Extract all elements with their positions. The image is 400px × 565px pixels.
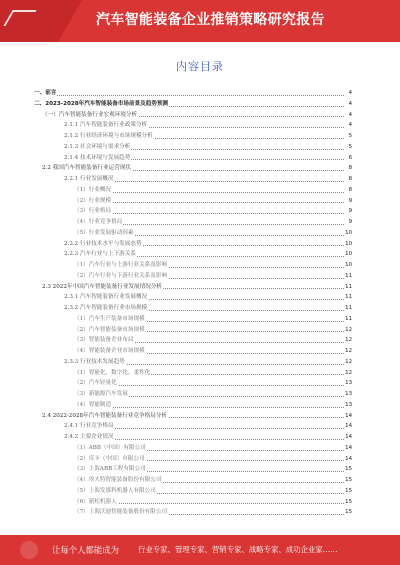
toc-entry[interactable] <box>34 88 352 99</box>
toc-entry-page: 9 <box>345 206 352 217</box>
toc-entry-title: 2.3.1 汽车智能装备行业发展概况 <box>64 292 148 303</box>
toc-entry-page: 14 <box>345 432 352 443</box>
toc-entry-title: （6）新松机器人 <box>74 497 118 508</box>
toc-entry-title: 2.2 我国汽车智能装备行业运营现状 <box>42 163 132 174</box>
toc-entry-page: 8 <box>345 185 352 196</box>
toc-entry-page: 11 <box>345 292 352 303</box>
toc-entry-title: （3）上海ABB工程有限公司 <box>74 464 147 475</box>
toc-entry[interactable] <box>34 260 352 271</box>
toc-entry[interactable] <box>34 454 352 465</box>
toc-entry-title: （5）上海发那科机器人有限公司 <box>74 486 157 497</box>
toc-leader-dots <box>84 385 344 386</box>
toc-entry-title: （5）行业发展驱动因素 <box>74 228 135 239</box>
toc-entry[interactable] <box>34 174 352 185</box>
toc-entry[interactable] <box>34 335 352 346</box>
toc-entry[interactable] <box>34 325 352 336</box>
toc-entry-page: 9 <box>345 217 352 228</box>
toc-entry-title: （1）行业概况 <box>74 185 112 196</box>
toc-entry-page: 11 <box>345 303 352 314</box>
footer-slogan-right: 行业专家、管理专家、营销专家、战略专家、成功企业家…… <box>138 545 338 554</box>
toc-leader-dots <box>84 407 344 408</box>
toc-entry-page: 13 <box>345 378 352 389</box>
toc-entry-page: 13 <box>345 400 352 411</box>
toc-entry-title: 二、2023-2028年汽车智能装备市场前景及趋势预测 <box>34 99 169 110</box>
toc-entry[interactable] <box>34 314 352 325</box>
report-title: 汽车智能装备企业推销策略研究报告 <box>96 12 325 28</box>
toc-entry[interactable] <box>34 303 352 314</box>
toc-entry-title: （3）新能源汽车发展 <box>74 389 129 400</box>
toc-entry-page: 14 <box>345 421 352 432</box>
toc-entry-title: 2.1.1 汽车智能装备行业政策分析 <box>64 120 148 131</box>
toc-entry-page: 8 <box>345 163 352 174</box>
toc-entry-page: 9 <box>345 196 352 207</box>
toc-leader-dots <box>44 95 344 96</box>
toc-leader-dots <box>84 192 344 193</box>
toc-entry[interactable] <box>34 153 352 164</box>
toc-entry-page: 5 <box>345 142 352 153</box>
toc-entry-title: （3）智能装备企业布局 <box>74 335 135 346</box>
toc-entry-title: 2.1.3 社会环境与需求分析 <box>64 142 131 153</box>
toc-entry-page: 10 <box>345 249 352 260</box>
toc-entry[interactable] <box>34 378 352 389</box>
toc-entry-page: 12 <box>345 346 352 357</box>
toc-entry[interactable] <box>34 464 352 475</box>
toc-leader-dots <box>84 202 344 203</box>
toc-entry-page: 4 <box>345 88 352 99</box>
page-header <box>0 0 400 42</box>
toc-entry-page: 5 <box>345 131 352 142</box>
toc-entry[interactable] <box>34 475 352 486</box>
toc-entry-title: （1）汽车行业与上游行业关系及影响 <box>74 260 168 271</box>
toc-entry-title: （3）行业格局 <box>74 206 112 217</box>
toc-entry[interactable] <box>34 131 352 142</box>
toc-entry-title: （1）智能化、数字化、柔性化 <box>74 368 151 379</box>
toc-entry[interactable] <box>34 196 352 207</box>
toc-entry[interactable] <box>34 389 352 400</box>
toc-entry-title: 2.2.2 行业技术水平与发展态势 <box>64 239 143 250</box>
toc-entry[interactable] <box>34 292 352 303</box>
toc-entry-title: （2）汽车智能装备市场规模 <box>74 325 146 336</box>
toc-entry-title: 2.4.2 主要企业情况 <box>64 432 115 443</box>
toc-entry-title: 2.1.2 行业经济环境与市场规模分析 <box>64 131 154 142</box>
toc-entry-page: 10 <box>345 228 352 239</box>
toc-entry[interactable] <box>34 228 352 239</box>
toc-entry-page: 14 <box>345 411 352 422</box>
toc-entry[interactable] <box>34 239 352 250</box>
toc-entry-page: 8 <box>345 174 352 185</box>
toc-entry-page: 4 <box>345 110 352 121</box>
toc-entry[interactable] <box>34 120 352 131</box>
toc-entry-title: 2.3.3 行业技术发展趋势 <box>64 357 126 368</box>
toc-entry-page: 12 <box>345 325 352 336</box>
toc-entry[interactable] <box>34 497 352 508</box>
toc-entry[interactable] <box>34 507 352 518</box>
toc-entry-title: （2）行业规模 <box>74 196 112 207</box>
toc-entry[interactable] <box>34 206 352 217</box>
toc-entry[interactable] <box>34 163 352 174</box>
toc-entry-title: 2.4 2022-2028年汽车智能装备行业竞争格局分析 <box>42 411 168 422</box>
toc-entry-title: 2.2.3 汽车行业与上下游关系 <box>64 249 137 260</box>
toc-entry-page: 15 <box>345 507 352 518</box>
toc-entry-title: 2.3.2 汽车智能装备行业市场规模 <box>64 303 148 314</box>
toc-entry[interactable] <box>34 357 352 368</box>
toc-entry-title: 2.1.4 技术环境与发展趋势 <box>64 153 131 164</box>
toc-entry[interactable] <box>34 217 352 228</box>
toc-entry[interactable] <box>34 185 352 196</box>
toc-entry-title: （4）智能装备企业市场规模 <box>74 346 146 357</box>
toc-entry-title: 2.3 2022年中国汽车智能装备行业发展情况分析 <box>42 282 163 293</box>
toc-entry-title: （2）库卡（中国）有限公司 <box>74 454 146 465</box>
toc-entry[interactable] <box>34 421 352 432</box>
toc-entry[interactable] <box>34 271 352 282</box>
toc-entry-page: 12 <box>345 335 352 346</box>
toc-entry[interactable] <box>34 368 352 379</box>
toc-entry[interactable] <box>34 443 352 454</box>
toc-entry-title: （1）汽车生产装备市场规模 <box>74 314 146 325</box>
toc-leader-dots <box>84 503 344 504</box>
toc-entry-title: （7）上海沃迪智能装备股份有限公司 <box>74 507 168 518</box>
toc-heading: 内容目录 <box>176 60 224 73</box>
toc-entry[interactable] <box>34 110 352 121</box>
toc-entry-page: 14 <box>345 454 352 465</box>
toc-entry-title: 2.4.1 行业竞争格局 <box>64 421 115 432</box>
toc-entry[interactable] <box>34 411 352 422</box>
toc-entry-page: 11 <box>345 282 352 293</box>
toc-entry-page: 12 <box>345 368 352 379</box>
toc-entry-title: （2）汽车行业与下游行业关系及影响 <box>74 271 168 282</box>
toc-entry[interactable] <box>34 432 352 443</box>
toc-entry[interactable] <box>34 486 352 497</box>
toc-entry-title: （4）行业竞争格局 <box>74 217 123 228</box>
toc-entry-page: 4 <box>345 99 352 110</box>
toc-entry-title: 一、前言 <box>34 88 57 99</box>
toc-entry[interactable] <box>34 142 352 153</box>
toc-entry-page: 11 <box>345 314 352 325</box>
toc-entry-page: 10 <box>345 260 352 271</box>
toc-entry[interactable] <box>34 249 352 260</box>
toc-entry-page: 10 <box>345 239 352 250</box>
toc-entry-title: （1）ABB（中国）有限公司 <box>74 443 147 454</box>
toc-entry-title: （4）智能制造 <box>74 400 112 411</box>
page-footer <box>0 535 400 565</box>
toc-entry-title: （一）汽车智能装备行业宏观环境分析 <box>42 110 138 121</box>
toc-entry-page: 15 <box>345 464 352 475</box>
footer-logo-icon <box>20 541 38 559</box>
toc-entry-title: 2.2.1 行业发展概况 <box>64 174 115 185</box>
toc-entry[interactable] <box>34 99 352 110</box>
toc-entry-page: 12 <box>345 357 352 368</box>
toc-entry[interactable] <box>34 346 352 357</box>
toc-entry-page: 15 <box>345 486 352 497</box>
toc-entry-page: 14 <box>345 443 352 454</box>
table-of-contents <box>34 88 352 518</box>
toc-entry-page: 4 <box>345 120 352 131</box>
footer-slogan-left: 让每个人都能成为 <box>52 545 119 555</box>
toc-entry-page: 6 <box>345 153 352 164</box>
toc-entry-title: （4）埃夫特智能装备股份有限公司 <box>74 475 162 486</box>
toc-entry[interactable] <box>34 400 352 411</box>
toc-entry-page: 15 <box>345 475 352 486</box>
toc-entry-page: 15 <box>345 497 352 508</box>
toc-entry-page: 13 <box>345 389 352 400</box>
toc-entry-title: （2）汽车轻量化 <box>74 378 118 389</box>
toc-leader-dots <box>84 213 344 214</box>
toc-entry-page: 11 <box>345 271 352 282</box>
toc-entry[interactable] <box>34 282 352 293</box>
